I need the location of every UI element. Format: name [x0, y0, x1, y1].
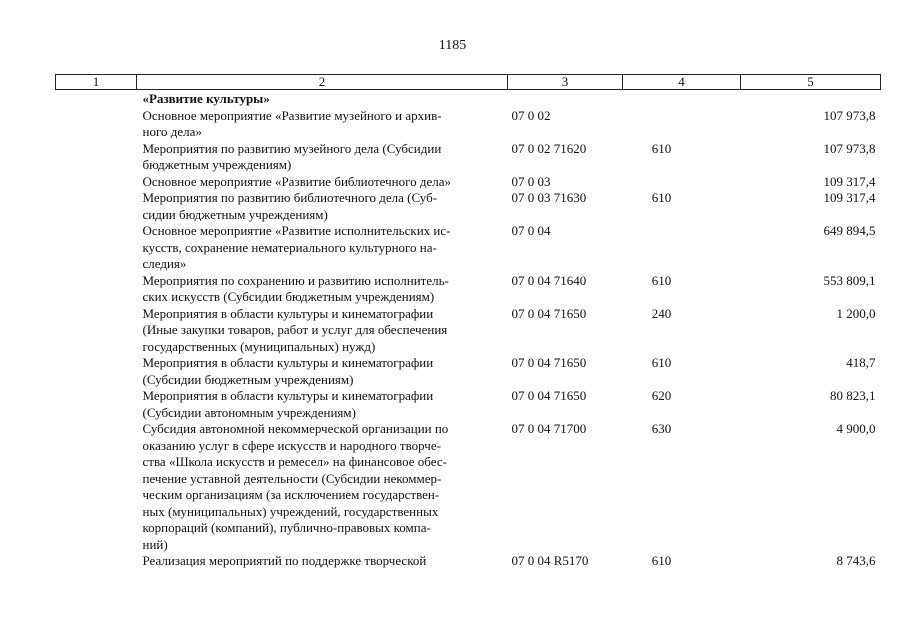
row-type: 610: [651, 190, 672, 205]
table-row: [56, 141, 881, 174]
table-row: [56, 306, 881, 356]
row-code: 07 0 04 R5170: [511, 553, 589, 568]
row-type: 620: [651, 388, 672, 403]
row-name: Мероприятия по развитию библиотечного дела (Суб- сидии бюджетным учреждениям): [142, 190, 438, 222]
table-row: [56, 108, 881, 141]
header-col-5: 5: [741, 75, 881, 90]
table-row: [56, 273, 881, 306]
row-code: 07 0 04 71650: [511, 305, 587, 321]
row-code: 07 0 03 71630: [511, 190, 587, 205]
table-row: [56, 355, 881, 388]
table-row: [56, 421, 881, 553]
row-empty-cell: [56, 108, 137, 141]
page-number: 1185: [438, 38, 467, 53]
row-code: 07 0 04 71650: [511, 355, 587, 370]
row-amount: 109 317,4: [823, 190, 876, 205]
row-amount: 418,7: [846, 355, 876, 370]
row-name: Реализация мероприятий по поддержке творческой: [142, 553, 427, 568]
row-amount: 649 894,5: [823, 223, 876, 238]
row-empty-cell: [56, 273, 137, 306]
row-amount: 1 200,0: [836, 305, 876, 321]
row-code: 07 0 02 71620: [511, 140, 587, 156]
row-code: 07 0 04 71700: [511, 421, 587, 436]
row-empty-cell: [56, 388, 137, 421]
row-empty-cell: [56, 421, 137, 553]
row-name: Мероприятия в области культуры и кинематографии (Субсидии автономным учреждениям): [142, 388, 434, 420]
row-code: 07 0 04 71640: [511, 272, 587, 288]
section-title-row: [56, 90, 881, 108]
row-code: 07 0 04: [511, 223, 551, 238]
row-name: Основное мероприятие «Развитие музейного и архив- ного дела»: [142, 107, 442, 139]
row-name: Мероприятия в области культуры и кинематографии (Иные закупки товаров, работ и услуг для обеспечения государственных (муниципальных) нужд): [142, 305, 448, 354]
header-col-3: 3: [508, 75, 623, 90]
row-amount: 80 823,1: [830, 388, 876, 403]
row-empty-cell: [56, 306, 137, 356]
row-type: 610: [651, 355, 672, 370]
row-code: 07 0 04 71650: [511, 388, 587, 403]
row-amount: 109 317,4: [823, 173, 876, 189]
budget-table: [55, 74, 881, 570]
row-amount: 107 973,8: [823, 140, 876, 156]
table-row: [56, 174, 881, 191]
row-name: Мероприятия по сохранению и развитию исполнитель- ских искусств (Субсидии бюджетным учреждениям): [142, 272, 449, 304]
header-col-2: 2: [137, 75, 508, 90]
row-amount: 8 743,6: [836, 553, 876, 568]
row-code: 07 0 02: [511, 107, 551, 123]
row-name: Мероприятия в области культуры и кинематографии (Субсидии бюджетным учреждениям): [142, 355, 434, 387]
table-row: [56, 553, 881, 570]
row-type: [623, 223, 741, 273]
header-col-4: 4: [623, 75, 741, 90]
row-empty-cell: [56, 355, 137, 388]
row-empty-cell: [56, 190, 137, 223]
table-row: [56, 223, 881, 273]
row-name: Мероприятия по развитию музейного дела (Субсидии бюджетным учреждениям): [142, 140, 442, 172]
row-name: Субсидия автономной некоммерческой организации по оказанию услуг в сфере искусств и народного творче- ства «Школа искусств и ремесел» на финансовое обес- печение уставной деятельности (Субсидии некоммер- ческим организациям (за исключением государствен- ных (муниципальных) учреждений, государственных корпораций (компаний), публично-правовых компа- ний): [142, 421, 449, 552]
table-row: [56, 190, 881, 223]
table-header: [56, 75, 881, 90]
row-type: 630: [651, 421, 672, 436]
row-empty-cell: [56, 553, 137, 570]
table-body: [56, 90, 881, 570]
row-empty-cell: [56, 141, 137, 174]
row-name: Основное мероприятие «Развитие библиотечного дела»: [142, 173, 451, 189]
row-amount: 553 809,1: [823, 272, 876, 288]
row-type: 610: [651, 272, 672, 288]
row-type: 610: [651, 140, 672, 156]
section-title: «Развитие культуры»: [142, 91, 270, 106]
row-amount: 4 900,0: [836, 421, 876, 436]
row-empty-cell: [56, 174, 137, 191]
row-empty-cell: [56, 223, 137, 273]
row-type: 610: [651, 553, 672, 568]
row-type: [623, 174, 741, 191]
row-name: Основное мероприятие «Развитие исполнительских ис- кусств, сохранение нематериального культурного на- следия»: [142, 223, 451, 271]
row-amount: 107 973,8: [823, 107, 876, 123]
row-type: 240: [651, 305, 672, 321]
header-col-1: 1: [56, 75, 137, 90]
table-row: [56, 388, 881, 421]
header-row: [56, 75, 881, 90]
row-type: [623, 108, 741, 141]
row-code: 07 0 03: [511, 173, 551, 189]
